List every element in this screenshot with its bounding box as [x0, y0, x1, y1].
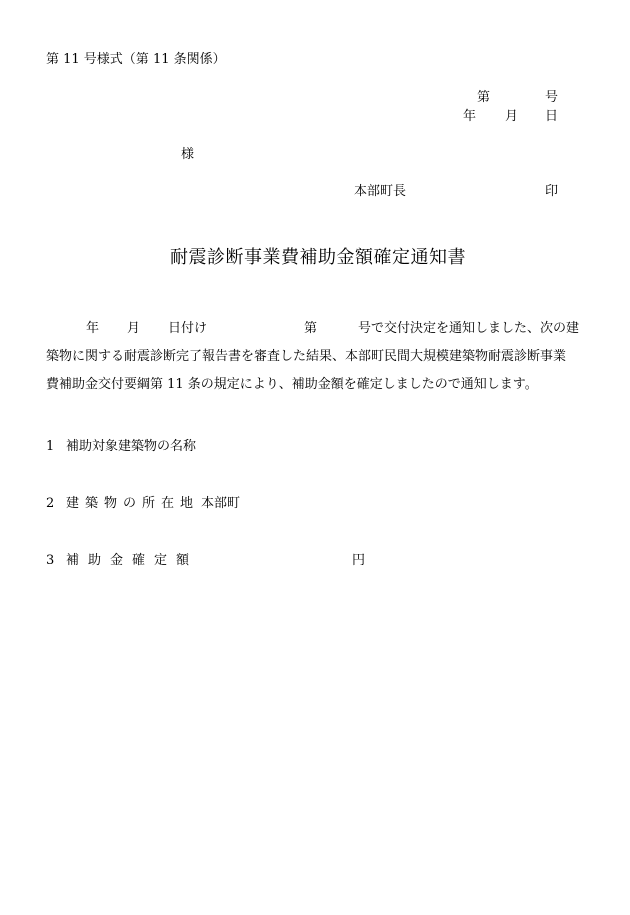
body-l1-year: 年: [86, 321, 100, 336]
body-l1-dai: 第: [304, 321, 318, 336]
body-l1-rest: 号で交付決定を通知しました、次の建: [358, 321, 580, 336]
body-l1-date-suffix: 日付け: [168, 321, 208, 336]
item-3-yen: 円: [352, 553, 366, 568]
date-year: 年: [463, 109, 477, 124]
form-number: 第 11 号様式（第 11 条関係）: [46, 52, 226, 67]
item-2-number: 2: [46, 496, 55, 511]
recipient-honorific: 様: [181, 147, 195, 162]
date-day: 日: [545, 109, 559, 124]
item-1-number: 1: [46, 439, 55, 454]
item-2-value: 本部町: [201, 496, 241, 511]
item-3-label: 補助金確定額: [66, 553, 199, 568]
doc-number-go: 号: [545, 90, 559, 105]
item-3-number: 3: [46, 553, 55, 568]
body-l1-month: 月: [127, 321, 141, 336]
sender-title: 本部町長: [354, 184, 407, 199]
seal-mark: 印: [545, 184, 559, 199]
document-title: 耐震診断事業費補助金額確定通知書: [170, 247, 466, 268]
doc-number-dai: 第: [477, 90, 491, 105]
item-1-label: 補助対象建築物の名称: [66, 439, 197, 454]
body-line-3: 費補助金交付要綱第 11 条の規定により、補助金額を確定しましたので通知します。: [46, 377, 538, 392]
item-2-label: 建築物の所在地: [66, 496, 200, 511]
body-line-2: 築物に関する耐震診断完了報告書を審査した結果、本部町民間大規模建築物耐震診断事業: [46, 349, 567, 364]
date-month: 月: [505, 109, 519, 124]
